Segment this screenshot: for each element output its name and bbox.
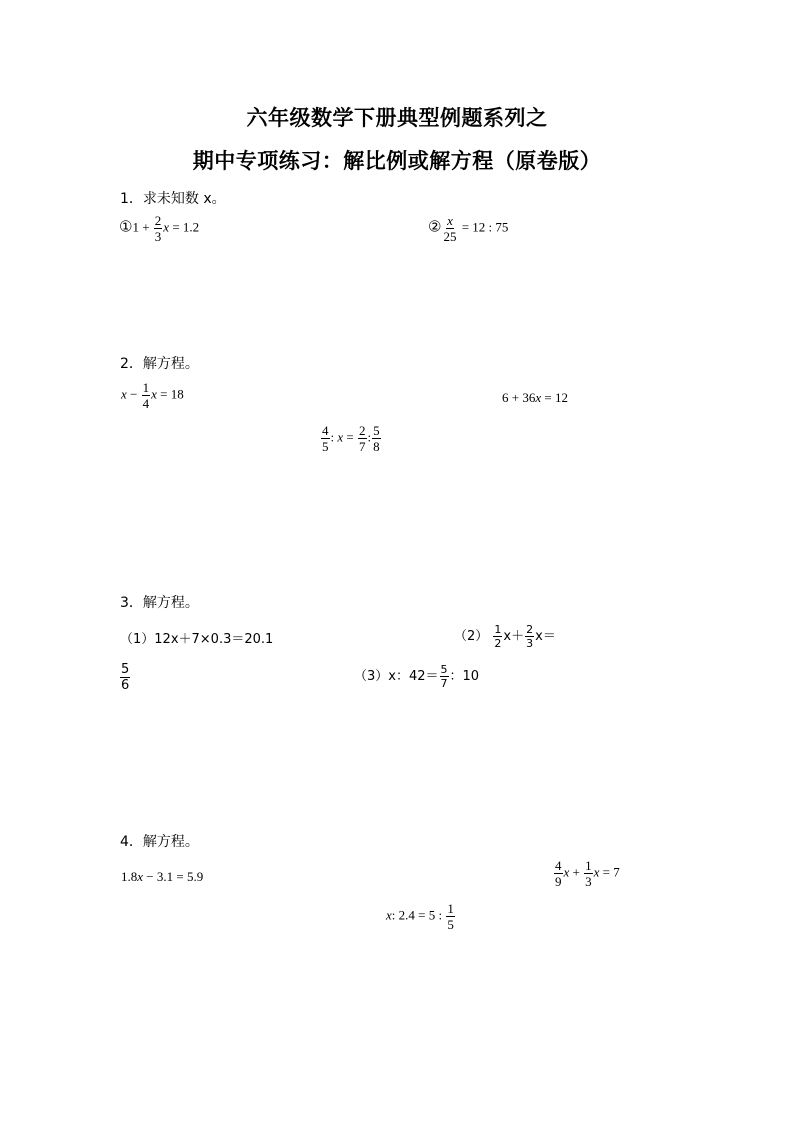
fraction: $\frac{4}{9}$ [555, 858, 562, 889]
q4-equation-1: 1.8x − 3.1 = 5.9 [121, 869, 204, 884]
q1-equation-2: ② $\frac{x}{25}$ = 12 : 75 [428, 213, 509, 244]
page-title-line2: 期中专项练习：解比例或解方程（原卷版） [192, 149, 602, 173]
q4-equation-2: $\frac{4}{9}$ x + $\frac{1}{3}$ x = 7 [555, 858, 620, 889]
fraction: $\frac{1}{2}$ [494, 623, 502, 650]
item-marker-1: ① [119, 217, 133, 236]
q3-equation-3: （3）x：42＝ $\frac{5}{7}$ ：10 [354, 663, 480, 690]
q2-equation-2: 6 + 36x = 12 [502, 390, 568, 405]
fraction: $\frac{x}{25}$ [443, 213, 457, 244]
fraction: $\frac{5}{8}$ [373, 423, 380, 454]
fraction: $\frac{1}{3}$ [585, 858, 592, 889]
fraction: $\frac{2}{3}$ [154, 213, 162, 244]
question-4-heading: 4．解方程。 [120, 834, 199, 850]
q2-equation-1: x − $\frac{1}{4}$ x = 18 [121, 380, 184, 411]
fraction: $\frac{1}{4}$ [142, 380, 150, 411]
q3-equation-1: （1）12x＋7×0.3＝20.1 [120, 632, 274, 647]
fraction: $\frac{4}{5}$ [322, 423, 329, 454]
fraction: $\frac{1}{5}$ [447, 901, 454, 932]
q1-equation-1: ①1 + $\frac{2}{3}$ x = 1.2 [119, 213, 200, 244]
fraction: $\frac{5}{6}$ [121, 662, 130, 693]
fraction: $\frac{2}{7}$ [359, 423, 366, 454]
q4-equation-3: x: 2.4 = 5 : $\frac{1}{5}$ [386, 901, 454, 932]
q3-equation-2-rhs [119, 663, 131, 692]
item-marker-2: ② [428, 217, 442, 236]
question-3-heading: 3．解方程。 [120, 595, 199, 611]
fraction: $\frac{2}{3}$ [526, 623, 534, 650]
question-2-heading: 2．解方程。 [120, 356, 199, 372]
page-title-line1: 六年级数学下册典型例题系列之 [246, 106, 548, 130]
q2-equation-3: $\frac{4}{5}$ : x = $\frac{2}{7}$ : $\frac{5}{8}$ [322, 423, 380, 454]
question-1-heading: 1．求未知数 x。 [120, 191, 226, 207]
q3-equation-2: （2） $\frac{1}{2}$ x＋ $\frac{2}{3}$ x＝ [454, 623, 556, 650]
fraction: $\frac{5}{7}$ [440, 663, 448, 690]
